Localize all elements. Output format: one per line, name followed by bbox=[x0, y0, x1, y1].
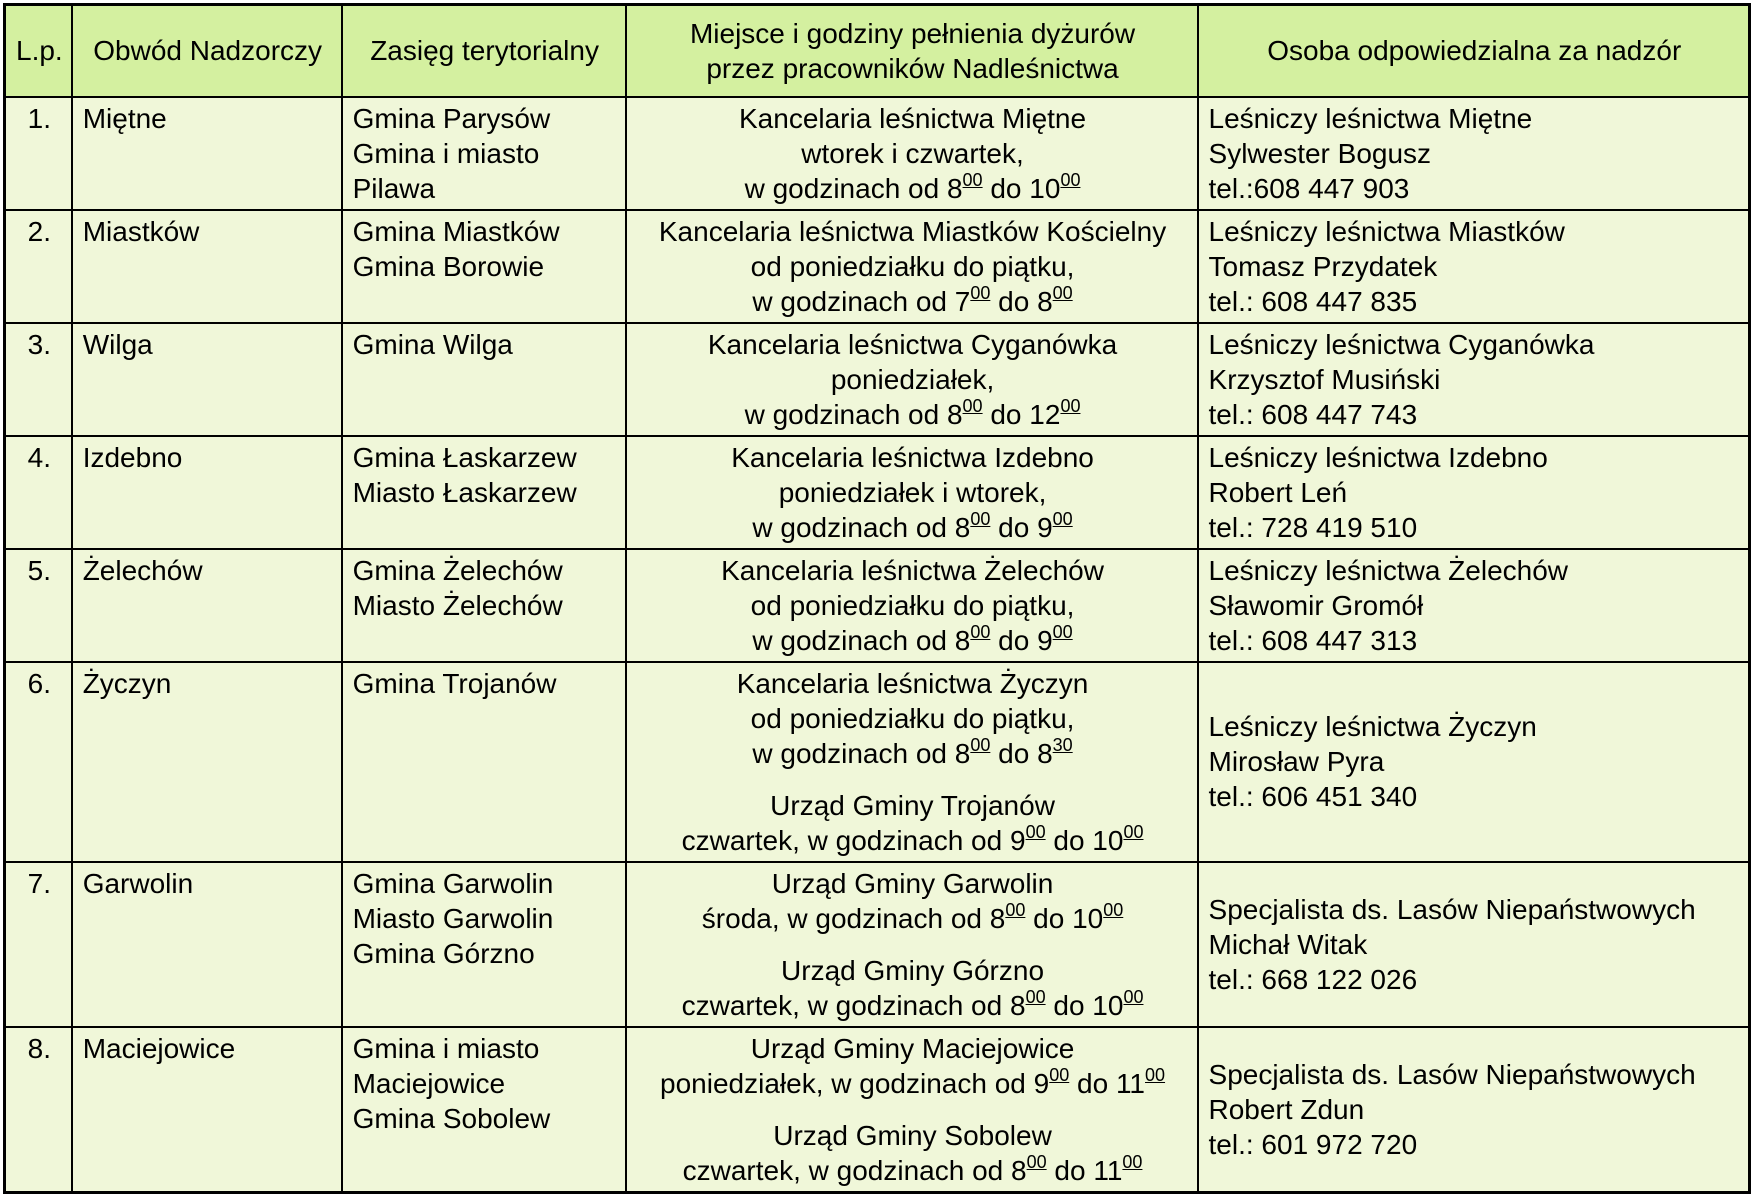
zasieg-line: Gmina Żelechów bbox=[352, 554, 563, 586]
miejsce-line: Urząd Gminy Sobolew bbox=[773, 1119, 1052, 1151]
cell-osoba bbox=[1198, 97, 1750, 210]
hours-prefix: w godzinach od bbox=[752, 285, 955, 317]
cell-osoba bbox=[1198, 436, 1750, 549]
cell-zasieg bbox=[342, 549, 626, 662]
osoba-line: Leśniczy leśnictwa Miastków bbox=[1208, 215, 1565, 247]
hours-to-word: do bbox=[1045, 824, 1093, 856]
osoba-line: tel.:608 447 903 bbox=[1208, 172, 1410, 204]
miejsce-line: Urząd Gminy Górzno bbox=[781, 954, 1045, 986]
hour-from: 8 bbox=[946, 398, 963, 430]
table-row bbox=[5, 210, 1750, 323]
cell-lp: 7. bbox=[5, 862, 72, 1027]
cell-miejsce bbox=[626, 862, 1198, 1027]
zasieg-line: Miasto Łaskarzew bbox=[352, 476, 577, 508]
block-gap bbox=[637, 1101, 1189, 1118]
miejsce-line: poniedziałek i wtorek, bbox=[778, 476, 1047, 508]
block-gap bbox=[637, 771, 1189, 788]
minutes-to: 00 bbox=[1145, 1064, 1166, 1085]
hour-from: 8 bbox=[989, 902, 1006, 934]
cell-miejsce bbox=[626, 549, 1198, 662]
cell-lp: 1. bbox=[5, 97, 72, 210]
osoba-line: tel.: 608 447 743 bbox=[1208, 398, 1418, 430]
table-row bbox=[5, 436, 1750, 549]
table-row bbox=[5, 549, 1750, 662]
hours-to-word: do bbox=[990, 511, 1038, 543]
minutes-from: 00 bbox=[1025, 821, 1046, 842]
minutes-to: 00 bbox=[1123, 821, 1144, 842]
cell-osoba bbox=[1198, 323, 1750, 436]
hours-prefix: w godzinach od bbox=[752, 737, 955, 769]
osoba-line: Leśniczy leśnictwa Izdebno bbox=[1208, 441, 1548, 473]
hours-line bbox=[637, 397, 1189, 432]
hours-prefix: w godzinach od bbox=[744, 398, 947, 430]
cell-miejsce bbox=[626, 1027, 1198, 1193]
hours-line bbox=[637, 1153, 1189, 1188]
zasieg-line: Gmina i miasto bbox=[352, 1032, 540, 1064]
cell-osoba bbox=[1198, 862, 1750, 1027]
cell-zasieg bbox=[342, 662, 626, 862]
hours-prefix: w godzinach od bbox=[752, 511, 955, 543]
cell-miejsce bbox=[626, 323, 1198, 436]
hour-from: 9 bbox=[1009, 824, 1026, 856]
hours-prefix: czwartek, w godzinach od bbox=[681, 989, 1010, 1021]
osoba-line: Sławomir Gromół bbox=[1208, 589, 1424, 621]
osoba-line: Sylwester Bogusz bbox=[1208, 137, 1432, 169]
minutes-from: 00 bbox=[1025, 986, 1046, 1007]
zasieg-line: Gmina i miasto bbox=[352, 137, 540, 169]
cell-osoba bbox=[1198, 662, 1750, 862]
duty-schedule-table bbox=[3, 3, 1751, 1194]
zasieg-line: Pilawa bbox=[352, 172, 436, 204]
hour-to: 11 bbox=[1115, 1067, 1146, 1099]
zasieg-line: Gmina Garwolin bbox=[352, 867, 554, 899]
hours-to-word: do bbox=[990, 285, 1038, 317]
minutes-from: 00 bbox=[970, 734, 991, 755]
cell-obwod: Izdebno bbox=[72, 436, 342, 549]
osoba-line: tel.: 608 447 835 bbox=[1208, 285, 1418, 317]
hours-line bbox=[637, 284, 1189, 319]
table-row bbox=[5, 97, 1750, 210]
table-row bbox=[5, 1027, 1750, 1193]
block-gap bbox=[637, 936, 1189, 953]
miejsce-line: od poniedziałku do piątku, bbox=[750, 589, 1075, 621]
cell-miejsce bbox=[626, 662, 1198, 862]
minutes-to: 00 bbox=[1052, 508, 1073, 529]
hours-line bbox=[637, 623, 1189, 658]
minutes-from: 00 bbox=[970, 282, 991, 303]
hour-to: 8 bbox=[1037, 737, 1053, 769]
osoba-line: tel.: 728 419 510 bbox=[1208, 511, 1418, 543]
cell-obwod: Garwolin bbox=[72, 862, 342, 1027]
cell-miejsce bbox=[626, 436, 1198, 549]
cell-osoba bbox=[1198, 549, 1750, 662]
minutes-to: 00 bbox=[1052, 282, 1073, 303]
miejsce-line: Urząd Gminy Maciejowice bbox=[750, 1032, 1075, 1064]
zasieg-line: Miasto Żelechów bbox=[352, 589, 563, 621]
minutes-to: 30 bbox=[1052, 734, 1073, 755]
cell-zasieg bbox=[342, 862, 626, 1027]
miejsce-line: Kancelaria leśnictwa Życzyn bbox=[736, 667, 1089, 699]
header-obwod: Obwód Nadzorczy bbox=[72, 5, 342, 97]
cell-obwod: Maciejowice bbox=[72, 1027, 342, 1193]
minutes-from: 00 bbox=[962, 169, 983, 190]
osoba-line: Leśniczy leśnictwa Miętne bbox=[1208, 102, 1533, 134]
miejsce-line: od poniedziałku do piątku, bbox=[750, 250, 1075, 282]
miejsce-line: Kancelaria leśnictwa Cyganówka bbox=[707, 328, 1118, 360]
cell-obwod: Miętne bbox=[72, 97, 342, 210]
cell-zasieg bbox=[342, 1027, 626, 1193]
cell-zasieg bbox=[342, 210, 626, 323]
cell-lp: 8. bbox=[5, 1027, 72, 1193]
header-lp: L.p. bbox=[5, 5, 72, 97]
cell-obwod: Życzyn bbox=[72, 662, 342, 862]
table-row bbox=[5, 862, 1750, 1027]
miejsce-line: Urząd Gminy Trojanów bbox=[770, 789, 1055, 821]
hour-to: 9 bbox=[1037, 511, 1053, 543]
osoba-line: tel.: 601 972 720 bbox=[1208, 1128, 1418, 1160]
hours-to-word: do bbox=[1025, 902, 1073, 934]
osoba-line: Robert Leń bbox=[1208, 476, 1348, 508]
minutes-to: 00 bbox=[1123, 986, 1144, 1007]
hours-line bbox=[637, 823, 1189, 858]
hours-prefix: środa, w godzinach od bbox=[701, 902, 990, 934]
zasieg-line: Gmina Łaskarzew bbox=[352, 441, 577, 473]
osoba-line: tel.: 608 447 313 bbox=[1208, 624, 1418, 656]
minutes-from: 00 bbox=[1026, 1151, 1047, 1172]
osoba-line: tel.: 606 451 340 bbox=[1208, 781, 1418, 812]
cell-zasieg bbox=[342, 436, 626, 549]
minutes-from: 00 bbox=[1049, 1064, 1070, 1085]
zasieg-line: Miasto Garwolin bbox=[352, 902, 554, 934]
hours-prefix: poniedziałek, w godzinach od bbox=[660, 1067, 1034, 1099]
hours-prefix: czwartek, w godzinach od bbox=[682, 1154, 1012, 1186]
hours-to-word: do bbox=[1045, 989, 1093, 1021]
hours-prefix: czwartek, w godzinach od bbox=[681, 824, 1010, 856]
cell-lp: 6. bbox=[5, 662, 72, 862]
hours-line bbox=[637, 736, 1189, 771]
cell-lp: 5. bbox=[5, 549, 72, 662]
hours-prefix: w godzinach od bbox=[744, 172, 947, 204]
miejsce-line: wtorek i czwartek, bbox=[801, 137, 1024, 169]
hour-to: 10 bbox=[1072, 902, 1104, 934]
osoba-line: Specjalista ds. Lasów Niepaństwowych bbox=[1208, 893, 1696, 925]
zasieg-line: Gmina Wilga bbox=[352, 328, 513, 360]
hours-line bbox=[637, 988, 1189, 1023]
cell-lp: 4. bbox=[5, 436, 72, 549]
table-row bbox=[5, 662, 1750, 862]
cell-osoba bbox=[1198, 1027, 1750, 1193]
osoba-line: Tomasz Przydatek bbox=[1208, 250, 1438, 282]
cell-osoba bbox=[1198, 210, 1750, 323]
zasieg-line: Gmina Miastków bbox=[352, 215, 560, 247]
hour-to: 10 bbox=[1092, 989, 1124, 1021]
hour-to: 10 bbox=[1092, 824, 1124, 856]
zasieg-line: Maciejowice bbox=[352, 1067, 506, 1099]
osoba-line: Krzysztof Musiński bbox=[1208, 363, 1441, 395]
hours-to-word: do bbox=[982, 398, 1030, 430]
miejsce-line: Kancelaria leśnictwa Miętne bbox=[739, 102, 1087, 134]
minutes-to: 00 bbox=[1060, 169, 1081, 190]
hours-to-word: do bbox=[990, 624, 1038, 656]
osoba-line: Leśniczy leśnictwa Cyganówka bbox=[1208, 328, 1595, 360]
miejsce-line: Kancelaria leśnictwa Żelechów bbox=[721, 554, 1104, 586]
minutes-to: 00 bbox=[1122, 1151, 1143, 1172]
cell-obwod: Wilga bbox=[72, 323, 342, 436]
cell-zasieg bbox=[342, 97, 626, 210]
zasieg-line: Gmina Górzno bbox=[352, 937, 535, 969]
header-zasieg: Zasięg terytorialny bbox=[342, 5, 626, 97]
cell-lp: 3. bbox=[5, 323, 72, 436]
osoba-line: Specjalista ds. Lasów Niepaństwowych bbox=[1208, 1058, 1696, 1090]
header-miejsce-line1: Miejsce i godziny pełnienia dyżurów bbox=[689, 17, 1136, 49]
minutes-from: 00 bbox=[962, 395, 983, 416]
miejsce-line: od poniedziałku do piątku, bbox=[750, 702, 1075, 734]
hour-from: 7 bbox=[954, 285, 971, 317]
cell-miejsce bbox=[626, 210, 1198, 323]
header-miejsce-line2: przez pracowników Nadleśnictwa bbox=[706, 52, 1119, 84]
header-osoba: Osoba odpowiedzialna za nadzór bbox=[1198, 5, 1750, 97]
header-miejsce bbox=[626, 5, 1198, 97]
osoba-line: Robert Zdun bbox=[1208, 1093, 1365, 1125]
hour-from: 8 bbox=[946, 172, 963, 204]
table-row bbox=[5, 323, 1750, 436]
cell-lp: 2. bbox=[5, 210, 72, 323]
osoba-line: tel.: 668 122 026 bbox=[1208, 963, 1418, 995]
miejsce-line: Urząd Gminy Garwolin bbox=[771, 867, 1054, 899]
hours-to-word: do bbox=[990, 737, 1038, 769]
miejsce-line: Kancelaria leśnictwa Miastków Kościelny bbox=[658, 215, 1167, 247]
osoba-line: Michał Witak bbox=[1208, 928, 1368, 960]
minutes-from: 00 bbox=[970, 621, 991, 642]
hours-to-word: do bbox=[1046, 1154, 1094, 1186]
cell-zasieg bbox=[342, 323, 626, 436]
minutes-to: 00 bbox=[1103, 899, 1124, 920]
hour-from: 8 bbox=[954, 511, 971, 543]
header-row bbox=[5, 5, 1750, 97]
zasieg-line: Gmina Sobolew bbox=[352, 1102, 551, 1134]
hour-from: 8 bbox=[1009, 989, 1026, 1021]
hours-to-word: do bbox=[982, 172, 1030, 204]
cell-obwod: Żelechów bbox=[72, 549, 342, 662]
osoba-line: Mirosław Pyra bbox=[1208, 746, 1385, 777]
hour-from: 8 bbox=[954, 624, 971, 656]
hour-from: 8 bbox=[954, 737, 971, 769]
miejsce-line: poniedziałek, bbox=[830, 363, 995, 395]
hours-to-word: do bbox=[1069, 1067, 1116, 1099]
osoba-line: Leśniczy leśnictwa Żelechów bbox=[1208, 554, 1569, 586]
minutes-from: 00 bbox=[970, 508, 991, 529]
hours-prefix: w godzinach od bbox=[752, 624, 955, 656]
osoba-line: Leśniczy leśnictwa Życzyn bbox=[1208, 711, 1537, 742]
minutes-from: 00 bbox=[1005, 899, 1026, 920]
zasieg-line: Gmina Borowie bbox=[352, 250, 545, 282]
hour-to: 11 bbox=[1093, 1154, 1123, 1186]
minutes-to: 00 bbox=[1060, 395, 1081, 416]
hour-from: 8 bbox=[1011, 1154, 1027, 1186]
hours-line bbox=[637, 1066, 1189, 1101]
hour-to: 9 bbox=[1037, 624, 1053, 656]
hours-line bbox=[637, 510, 1189, 545]
zasieg-line: Gmina Parysów bbox=[352, 102, 551, 134]
cell-obwod: Miastków bbox=[72, 210, 342, 323]
table-body bbox=[5, 97, 1750, 1193]
cell-miejsce bbox=[626, 97, 1198, 210]
hours-line bbox=[637, 171, 1189, 206]
zasieg-line: Gmina Trojanów bbox=[352, 667, 557, 699]
hour-from: 9 bbox=[1033, 1067, 1050, 1099]
hour-to: 12 bbox=[1029, 398, 1061, 430]
hour-to: 10 bbox=[1029, 172, 1061, 204]
hours-line bbox=[637, 901, 1189, 936]
miejsce-line: Kancelaria leśnictwa Izdebno bbox=[731, 441, 1094, 473]
hour-to: 8 bbox=[1037, 285, 1053, 317]
minutes-to: 00 bbox=[1052, 621, 1073, 642]
